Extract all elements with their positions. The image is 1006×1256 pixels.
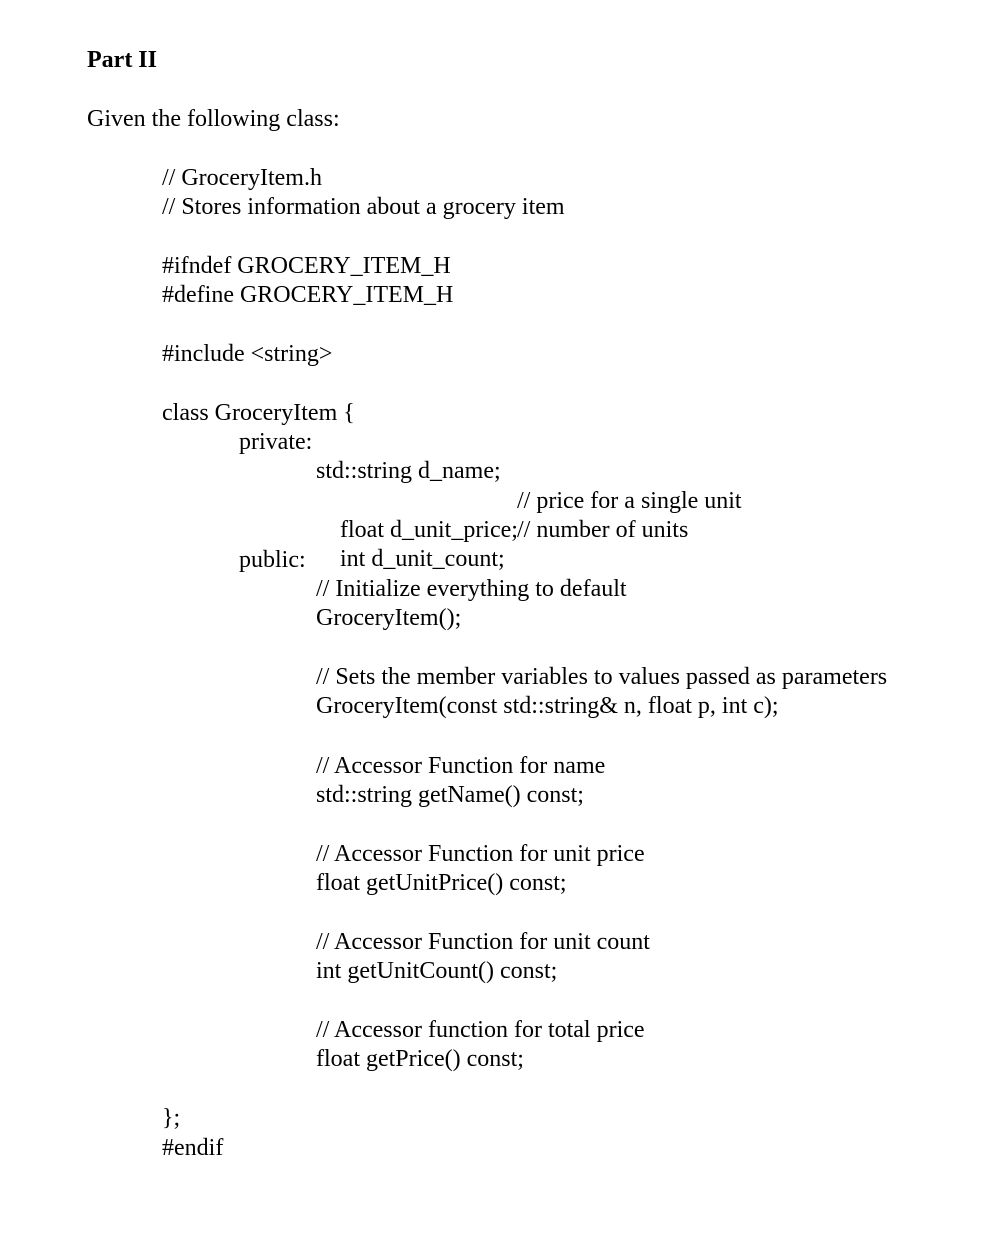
get-price-comment: // Accessor function for total price [316, 1017, 645, 1043]
member-unit-count-decl: int d_unit_count; [340, 546, 505, 572]
file-comment: // GroceryItem.h [162, 165, 322, 191]
include-directive: #include <string> [162, 341, 333, 367]
ifndef-directive: #ifndef GROCERY_ITEM_H [162, 253, 451, 279]
param-ctor-comment: // Sets the member variables to values passed as parameters [316, 664, 888, 690]
get-unit-price-fn: float getUnitPrice() const; [316, 870, 567, 896]
get-unit-price-comment: // Accessor Function for unit price [316, 841, 645, 867]
default-ctor-comment: // Initialize everything to default [316, 576, 627, 602]
private-label: private: [239, 429, 313, 455]
public-label: public: [239, 547, 306, 573]
param-ctor: GroceryItem(const std::string& n, float p, int c); [316, 693, 779, 719]
get-unit-count-fn: int getUnitCount() const; [316, 958, 558, 984]
member-unit-price-comment: // price for a single unit [517, 488, 742, 514]
get-unit-count-comment: // Accessor Function for unit count [316, 929, 650, 955]
intro-text: Given the following class: [87, 106, 340, 132]
get-name-comment: // Accessor Function for name [316, 753, 606, 779]
class-declaration: class GroceryItem { [162, 400, 355, 426]
define-directive: #define GROCERY_ITEM_H [162, 282, 454, 308]
get-name-fn: std::string getName() const; [316, 782, 584, 808]
get-price-fn: float getPrice() const; [316, 1046, 524, 1072]
section-heading: Part II [87, 47, 157, 73]
endif-directive: #endif [162, 1135, 224, 1161]
class-close: }; [162, 1105, 181, 1131]
description-comment: // Stores information about a grocery item [162, 194, 565, 220]
member-name: std::string d_name; [316, 458, 501, 484]
member-unit-count-comment: // number of units [517, 517, 689, 543]
member-unit-price-decl: float d_unit_price; [340, 517, 518, 543]
default-ctor: GroceryItem(); [316, 605, 462, 631]
